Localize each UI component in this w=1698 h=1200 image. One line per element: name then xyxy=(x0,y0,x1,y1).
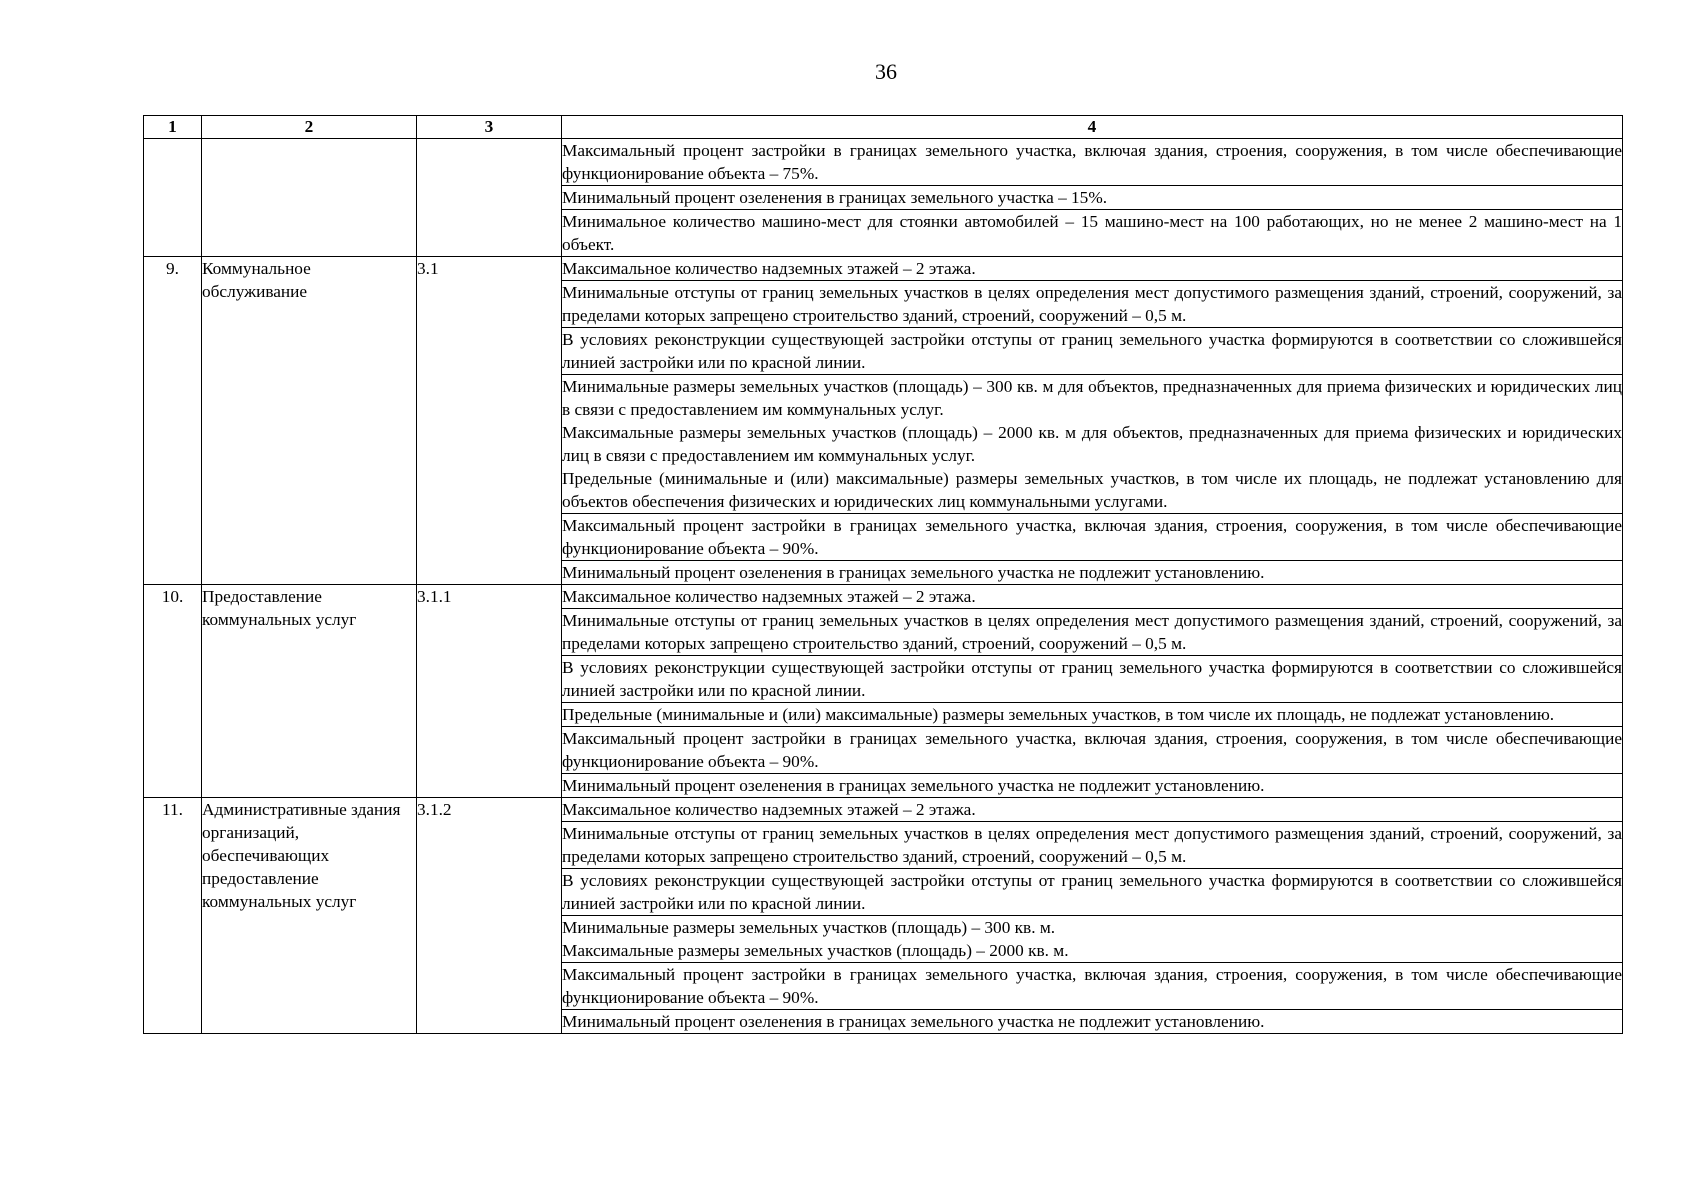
parameter-paragraph: Минимальные размеры земельных участков (площадь) – 300 кв. м. xyxy=(562,918,1056,937)
row-parameter: Максимальный процент застройки в границах земельного участка, включая здания, строения, сооружения, в том числе обеспечивающие функционирование объекта – 90%. xyxy=(562,727,1623,774)
row-parameter: Минимальный процент озеленения в границах земельного участка – 15%. xyxy=(562,186,1623,210)
table-row xyxy=(144,585,1623,609)
row-parameter: Максимальный процент застройки в границах земельного участка, включая здания, строения, сооружения, в том числе обеспечивающие функционирование объекта – 75%. xyxy=(562,139,1623,186)
row-number xyxy=(144,139,202,257)
row-name: Коммунальное обслуживание xyxy=(202,257,417,585)
row-name xyxy=(202,139,417,257)
row-code: 3.1 xyxy=(417,257,562,585)
table-row xyxy=(144,257,1623,281)
row-parameter: Минимальный процент озеленения в границах земельного участка не подлежит установлению. xyxy=(562,1010,1623,1034)
table-row xyxy=(144,798,1623,822)
row-name: Предоставление коммунальных услуг xyxy=(202,585,417,798)
parameter-paragraph: Минимальные размеры земельных участков (площадь) – 300 кв. м для объектов, предназначенных для приема физических и юридических лиц в связи с предоставлением им коммунальных услуг. xyxy=(562,377,1622,419)
row-parameter: Предельные (минимальные и (или) максимальные) размеры земельных участков, в том числе их площадь, не подлежат установлению. xyxy=(562,703,1623,727)
row-parameter: Минимальное количество машино-мест для стоянки автомобилей – 15 машино-мест на 100 работающих, но не менее 2 машино-мест на 1 объект. xyxy=(562,210,1623,257)
parameter-paragraph: Максимальные размеры земельных участков (площадь) – 2000 кв. м. xyxy=(562,941,1069,960)
row-parameter xyxy=(562,916,1623,963)
zoning-parameters-table xyxy=(143,115,1623,1034)
row-parameter: Максимальное количество надземных этажей – 2 этажа. xyxy=(562,798,1623,822)
row-parameter: В условиях реконструкции существующей застройки отступы от границ земельного участка формируются в соответствии со сложившейся линией застройки или по красной линии. xyxy=(562,656,1623,703)
row-parameter: Максимальный процент застройки в границах земельного участка, включая здания, строения, сооружения, в том числе обеспечивающие функционирование объекта – 90%. xyxy=(562,963,1623,1010)
row-number: 9. xyxy=(144,257,202,585)
row-parameter: Минимальный процент озеленения в границах земельного участка не подлежит установлению. xyxy=(562,561,1623,585)
row-code xyxy=(417,139,562,257)
row-parameter: В условиях реконструкции существующей застройки отступы от границ земельного участка формируются в соответствии со сложившейся линией застройки или по красной линии. xyxy=(562,869,1623,916)
row-parameter: Минимальные отступы от границ земельных участков в целях определения мест допустимого размещения зданий, строений, сооружений, за пределами которых запрещено строительство зданий, строений, сооружений – 0,5 м. xyxy=(562,281,1623,328)
row-number: 10. xyxy=(144,585,202,798)
header-col-2: 2 xyxy=(202,116,417,139)
header-col-3: 3 xyxy=(417,116,562,139)
row-parameter: Минимальные отступы от границ земельных участков в целях определения мест допустимого размещения зданий, строений, сооружений, за пределами которых запрещено строительство зданий, строений, сооружений – 0,5 м. xyxy=(562,822,1623,869)
row-name: Административные здания организаций, обеспечивающих предоставление коммунальных услуг xyxy=(202,798,417,1034)
row-parameter: Максимальное количество надземных этажей – 2 этажа. xyxy=(562,585,1623,609)
row-parameter: Максимальный процент застройки в границах земельного участка, включая здания, строения, сооружения, в том числе обеспечивающие функционирование объекта – 90%. xyxy=(562,514,1623,561)
page-number: 36 xyxy=(875,59,897,84)
table-body xyxy=(144,139,1623,1034)
header-col-1: 1 xyxy=(144,116,202,139)
row-code: 3.1.1 xyxy=(417,585,562,798)
row-parameter: Минимальный процент озеленения в границах земельного участка не подлежит установлению. xyxy=(562,774,1623,798)
row-number: 11. xyxy=(144,798,202,1034)
parameter-paragraph: Предельные (минимальные и (или) максимальные) размеры земельных участков, в том числе их площадь, не подлежат установлению для объектов обеспечения физических и юридических лиц коммунальными услугами. xyxy=(562,469,1622,511)
row-parameter: Минимальные отступы от границ земельных участков в целях определения мест допустимого размещения зданий, строений, сооружений, за пределами которых запрещено строительство зданий, строений, сооружений – 0,5 м. xyxy=(562,609,1623,656)
parameter-paragraph: Максимальные размеры земельных участков (площадь) – 2000 кв. м для объектов, предназначенных для приема физических и юридических лиц в связи с предоставлением им коммунальных услуг. xyxy=(562,423,1622,465)
row-parameter: Максимальное количество надземных этажей – 2 этажа. xyxy=(562,257,1623,281)
table-row xyxy=(144,139,1623,186)
table-header-row xyxy=(144,116,1623,139)
row-parameter: В условиях реконструкции существующей застройки отступы от границ земельного участка формируются в соответствии со сложившейся линией застройки или по красной линии. xyxy=(562,328,1623,375)
row-code: 3.1.2 xyxy=(417,798,562,1034)
header-col-4: 4 xyxy=(562,116,1623,139)
row-parameter xyxy=(562,375,1623,514)
